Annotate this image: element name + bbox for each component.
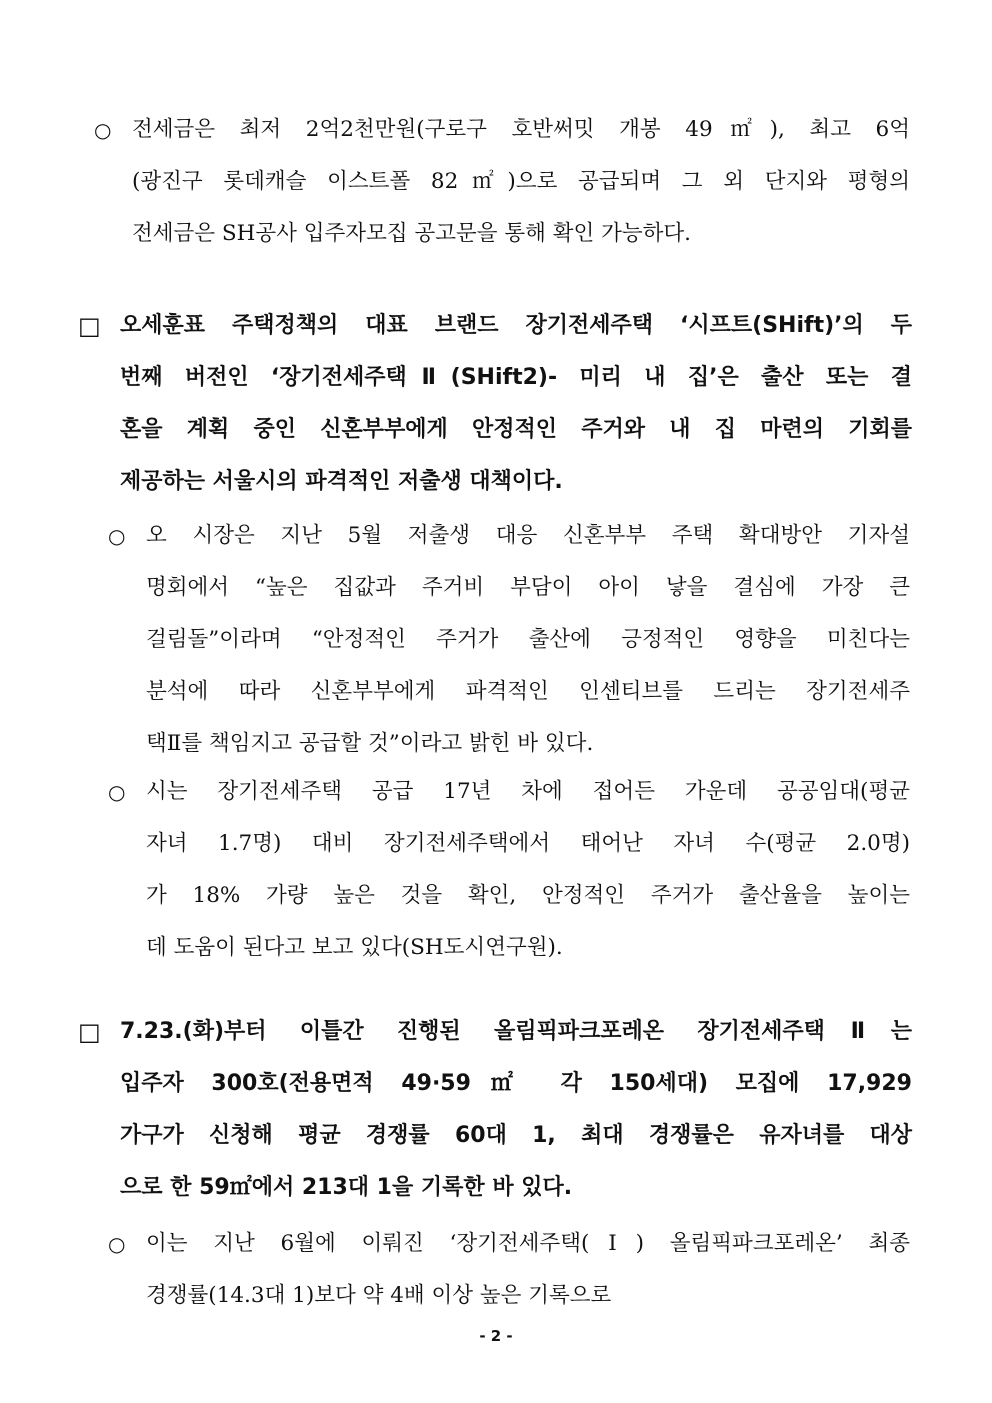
paragraph-5	[120, 1006, 912, 1214]
paragraph-3	[146, 510, 910, 770]
paragraph-5-line-4: 으로 한 59㎡에서 213대 1을 기록한 바 있다.	[120, 1175, 573, 1200]
circle-bullet-icon: ○	[108, 524, 126, 548]
paragraph-1-line-1: 전세금은 최저 2억2천만원(구로구 호반써밋 개봉 49㎡), 최고 6억	[132, 117, 910, 142]
square-bullet-icon: □	[78, 312, 101, 340]
paragraph-3-line-2: 명회에서 “높은 집값과 주거비 부담이 아이 낳을 결심에 가장 큰	[146, 575, 910, 600]
paragraph-4-line-2: 자녀 1.7명) 대비 장기전세주택에서 태어난 자녀 수(평균 2.0명)	[146, 831, 910, 856]
paragraph-1	[132, 104, 910, 260]
square-bullet-icon: □	[78, 1018, 101, 1046]
paragraph-1-line-3: 전세금은 SH공사 입주자모집 공고문을 통해 확인 가능하다.	[132, 221, 692, 246]
paragraph-5-line-3: 가구가 신청해 평균 경쟁률 60대 1, 최대 경쟁률은 유자녀를 대상	[120, 1123, 912, 1148]
paragraph-2-line-1: 오세훈표 주택정책의 대표 브랜드 장기전세주택 ‘시프트(SHift)’의 두	[120, 313, 912, 338]
paragraph-2-line-4: 제공하는 서울시의 파격적인 저출생 대책이다.	[120, 469, 563, 494]
paragraph-6-line-1: 이는 지난 6월에 이뤄진 ‘장기전세주택(Ⅰ) 올림픽파크포레온’ 최종	[146, 1231, 910, 1256]
paragraph-2-line-2: 번째 버전인 ‘장기전세주택Ⅱ(SHift2)- 미리 내 집’은 출산 또는 결	[120, 365, 912, 390]
paragraph-3-line-1: 오 시장은 지난 5월 저출생 대응 신혼부부 주택 확대방안 기자설	[146, 523, 910, 548]
paragraph-1-line-2: (광진구 롯데캐슬 이스트폴 82㎡)으로 공급되며 그 외 단지와 평형의	[132, 169, 910, 194]
paragraph-2-line-3: 혼을 계획 중인 신혼부부에게 안정적인 주거와 내 집 마련의 기회를	[120, 417, 912, 442]
paragraph-2	[120, 300, 912, 508]
paragraph-4-line-4: 데 도움이 된다고 보고 있다(SH도시연구원).	[146, 935, 563, 960]
paragraph-4-line-1: 시는 장기전세주택 공급 17년 차에 접어든 가운데 공공임대(평균	[146, 779, 910, 804]
circle-bullet-icon: ○	[94, 118, 112, 142]
paragraph-4-line-3: 가 18% 가량 높은 것을 확인, 안정적인 주거가 출산율을 높이는	[146, 883, 910, 908]
paragraph-3-line-5: 택Ⅱ를 책임지고 공급할 것”이라고 밝힌 바 있다.	[146, 731, 594, 756]
circle-bullet-icon: ○	[108, 1232, 126, 1256]
paragraph-5-line-2: 입주자 300호(전용면적 49·59㎡ 각 150세대) 모집에 17,929	[120, 1071, 912, 1096]
page-number: - 2 -	[479, 1327, 513, 1345]
paragraph-3-line-3: 걸림돌”이라며 “안정적인 주거가 출산에 긍정적인 영향을 미친다는	[146, 627, 910, 652]
paragraph-3-line-4: 분석에 따라 신혼부부에게 파격적인 인센티브를 드리는 장기전세주	[146, 679, 910, 704]
paragraph-6-line-2: 경쟁률(14.3대 1)보다 약 4배 이상 높은 기록으로	[146, 1283, 612, 1308]
paragraph-5-line-1: 7.23.(화)부터 이틀간 진행된 올림픽파크포레온 장기전세주택Ⅱ는	[120, 1019, 912, 1044]
circle-bullet-icon: ○	[108, 780, 126, 804]
paragraph-4	[146, 766, 910, 974]
paragraph-6	[146, 1218, 910, 1322]
